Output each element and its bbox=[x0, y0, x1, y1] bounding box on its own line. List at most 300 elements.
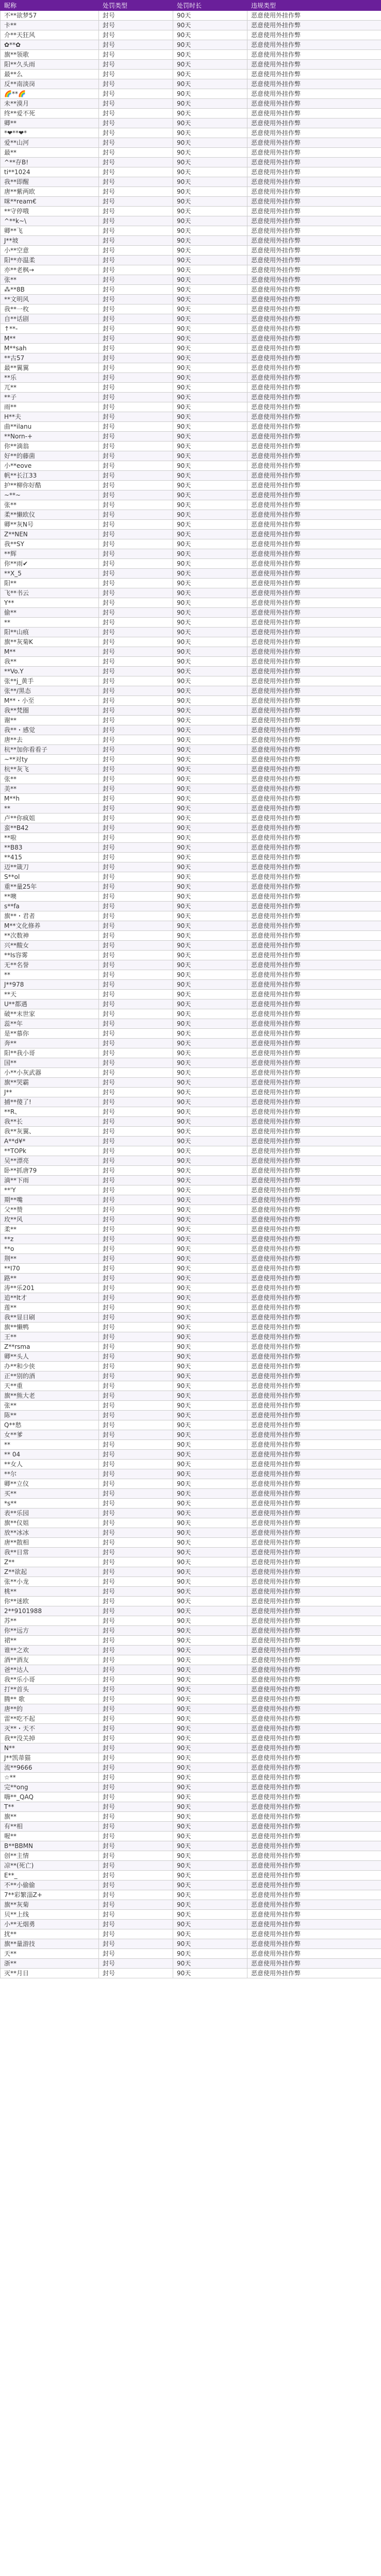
cell-penalty-duration: 90天 bbox=[173, 804, 247, 814]
cell-penalty-duration: 90天 bbox=[173, 461, 247, 471]
cell-penalty-duration: 90天 bbox=[173, 1832, 247, 1841]
table-row bbox=[1, 1890, 381, 1900]
cell-penalty-duration: 90天 bbox=[173, 1264, 247, 1274]
cell-penalty-duration: 90天 bbox=[173, 471, 247, 481]
cell-penalty-type: 封号 bbox=[99, 158, 173, 167]
cell-nickname: M** bbox=[1, 334, 99, 344]
cell-penalty-duration: 90天 bbox=[173, 1019, 247, 1029]
cell-penalty-duration: 90天 bbox=[173, 1949, 247, 1959]
cell-violation-type: 恶意使用外挂作弊 bbox=[247, 1450, 381, 1460]
table-row bbox=[1, 1048, 381, 1058]
cell-nickname: 裙** bbox=[1, 1636, 99, 1646]
cell-penalty-type: 封号 bbox=[99, 1528, 173, 1538]
cell-nickname: 旗**仪姐 bbox=[1, 1518, 99, 1528]
cell-penalty-type: 封号 bbox=[99, 608, 173, 618]
cell-nickname: 卿**飞 bbox=[1, 226, 99, 236]
cell-penalty-duration: 90天 bbox=[173, 1352, 247, 1362]
table-row bbox=[1, 393, 381, 402]
cell-penalty-type: 封号 bbox=[99, 1058, 173, 1068]
cell-penalty-type: 封号 bbox=[99, 520, 173, 530]
cell-nickname: A**d¥* bbox=[1, 1137, 99, 1146]
cell-violation-type: 恶意使用外挂作弊 bbox=[247, 1538, 381, 1548]
cell-nickname: 介**天狂风 bbox=[1, 30, 99, 40]
cell-penalty-duration: 90天 bbox=[173, 1694, 247, 1704]
cell-nickname: 旗**懒鸭 bbox=[1, 1323, 99, 1332]
cell-violation-type: 恶意使用外挂作弊 bbox=[247, 892, 381, 902]
cell-nickname: 🌈**🌈 bbox=[1, 89, 99, 99]
cell-penalty-type: 封号 bbox=[99, 1469, 173, 1479]
cell-nickname: 唐**散相 bbox=[1, 1538, 99, 1548]
cell-penalty-duration: 90天 bbox=[173, 1910, 247, 1920]
cell-penalty-duration: 90天 bbox=[173, 823, 247, 833]
cell-violation-type: 恶意使用外挂作弊 bbox=[247, 1822, 381, 1832]
table-row bbox=[1, 1606, 381, 1616]
cell-penalty-type: 封号 bbox=[99, 1920, 173, 1929]
table-row bbox=[1, 1557, 381, 1567]
cell-penalty-duration: 90天 bbox=[173, 579, 247, 588]
cell-violation-type: 恶意使用外挂作弊 bbox=[247, 1479, 381, 1489]
cell-nickname: 我** bbox=[1, 657, 99, 667]
cell-penalty-duration: 90天 bbox=[173, 70, 247, 79]
table-row bbox=[1, 579, 381, 588]
cell-violation-type: 恶意使用外挂作弊 bbox=[247, 1048, 381, 1058]
cell-penalty-type: 封号 bbox=[99, 1244, 173, 1254]
table-row bbox=[1, 774, 381, 784]
cell-penalty-type: 封号 bbox=[99, 1352, 173, 1362]
cell-nickname: 旗**量游技 bbox=[1, 1939, 99, 1949]
table-body bbox=[1, 11, 381, 1978]
cell-penalty-type: 封号 bbox=[99, 265, 173, 275]
cell-penalty-duration: 90天 bbox=[173, 11, 247, 21]
table-row bbox=[1, 618, 381, 628]
cell-penalty-duration: 90天 bbox=[173, 1929, 247, 1939]
cell-penalty-type: 封号 bbox=[99, 1861, 173, 1871]
cell-nickname: 7**彩繁淄Z+ bbox=[1, 1890, 99, 1900]
table-row bbox=[1, 1352, 381, 1362]
table-row bbox=[1, 334, 381, 344]
table-row bbox=[1, 177, 381, 187]
cell-violation-type: 恶意使用外挂作弊 bbox=[247, 960, 381, 970]
cell-penalty-type: 封号 bbox=[99, 1029, 173, 1039]
cell-nickname: H**夫 bbox=[1, 412, 99, 422]
table-row bbox=[1, 1880, 381, 1890]
table-row bbox=[1, 921, 381, 931]
table-row bbox=[1, 1910, 381, 1920]
table-row bbox=[1, 236, 381, 246]
cell-penalty-type: 封号 bbox=[99, 1019, 173, 1029]
cell-penalty-duration: 90天 bbox=[173, 1538, 247, 1548]
cell-violation-type: 恶意使用外挂作弊 bbox=[247, 882, 381, 892]
table-row bbox=[1, 1303, 381, 1313]
cell-nickname: 卿**头人 bbox=[1, 1352, 99, 1362]
cell-penalty-duration: 90天 bbox=[173, 647, 247, 657]
cell-penalty-duration: 90天 bbox=[173, 216, 247, 226]
cell-nickname: 蕊**年 bbox=[1, 1019, 99, 1029]
cell-nickname: 唐**紫两欧 bbox=[1, 187, 99, 197]
cell-violation-type: 恶意使用外挂作弊 bbox=[247, 1127, 381, 1137]
cell-penalty-duration: 90天 bbox=[173, 1107, 247, 1117]
cell-penalty-type: 封号 bbox=[99, 716, 173, 725]
cell-violation-type: 恶意使用外挂作弊 bbox=[247, 784, 381, 794]
table-row bbox=[1, 490, 381, 500]
cell-penalty-duration: 90天 bbox=[173, 569, 247, 579]
cell-violation-type: 恶意使用外挂作弊 bbox=[247, 383, 381, 393]
cell-penalty-type: 封号 bbox=[99, 941, 173, 951]
cell-nickname: **乐 bbox=[1, 373, 99, 383]
cell-violation-type: 恶意使用外挂作弊 bbox=[247, 1117, 381, 1127]
cell-penalty-duration: 90天 bbox=[173, 1156, 247, 1166]
cell-nickname: 护**柳你好酷 bbox=[1, 481, 99, 490]
cell-penalty-duration: 90天 bbox=[173, 588, 247, 598]
cell-penalty-type: 封号 bbox=[99, 1499, 173, 1509]
table-row bbox=[1, 951, 381, 960]
cell-penalty-type: 封号 bbox=[99, 1773, 173, 1783]
cell-penalty-duration: 90天 bbox=[173, 745, 247, 755]
cell-penalty-duration: 90天 bbox=[173, 1646, 247, 1655]
cell-nickname: 旗**灰菊 bbox=[1, 1900, 99, 1910]
cell-violation-type: 恶意使用外挂作弊 bbox=[247, 207, 381, 216]
cell-violation-type: 恶意使用外挂作弊 bbox=[247, 226, 381, 236]
table-row bbox=[1, 1019, 381, 1029]
cell-violation-type: 恶意使用外挂作弊 bbox=[247, 657, 381, 667]
cell-penalty-type: 封号 bbox=[99, 314, 173, 324]
table-row bbox=[1, 1381, 381, 1391]
cell-penalty-type: 封号 bbox=[99, 89, 173, 99]
cell-violation-type: 恶意使用外挂作弊 bbox=[247, 373, 381, 383]
cell-nickname: 阳** bbox=[1, 579, 99, 588]
cell-penalty-type: 封号 bbox=[99, 1303, 173, 1313]
cell-penalty-duration: 90天 bbox=[173, 1861, 247, 1871]
cell-violation-type: 恶意使用外挂作弊 bbox=[247, 980, 381, 990]
cell-violation-type: 恶意使用外挂作弊 bbox=[247, 40, 381, 50]
cell-penalty-duration: 90天 bbox=[173, 676, 247, 686]
cell-penalty-type: 封号 bbox=[99, 1391, 173, 1401]
cell-penalty-type: 封号 bbox=[99, 1420, 173, 1430]
table-row bbox=[1, 1685, 381, 1694]
cell-penalty-duration: 90天 bbox=[173, 1469, 247, 1479]
cell-nickname: 我**日常 bbox=[1, 1548, 99, 1557]
cell-nickname: 天**重 bbox=[1, 1381, 99, 1391]
cell-violation-type: 恶意使用外挂作弊 bbox=[247, 1939, 381, 1949]
cell-violation-type: 恶意使用外挂作弊 bbox=[247, 618, 381, 628]
table-row bbox=[1, 1871, 381, 1880]
cell-penalty-duration: 90天 bbox=[173, 99, 247, 109]
cell-penalty-type: 封号 bbox=[99, 1812, 173, 1822]
cell-penalty-duration: 90天 bbox=[173, 1009, 247, 1019]
cell-violation-type: 恶意使用外挂作弊 bbox=[247, 1029, 381, 1039]
table-row bbox=[1, 755, 381, 765]
cell-penalty-type: 封号 bbox=[99, 393, 173, 402]
cell-violation-type: 恶意使用外挂作弊 bbox=[247, 1107, 381, 1117]
table-row bbox=[1, 1724, 381, 1734]
table-row bbox=[1, 21, 381, 30]
cell-penalty-duration: 90天 bbox=[173, 1117, 247, 1127]
cell-penalty-duration: 90天 bbox=[173, 1939, 247, 1949]
cell-violation-type: 恶意使用外挂作弊 bbox=[247, 1910, 381, 1920]
cell-penalty-duration: 90天 bbox=[173, 990, 247, 999]
table-row bbox=[1, 304, 381, 314]
cell-violation-type: 恶意使用外挂作弊 bbox=[247, 1949, 381, 1959]
cell-violation-type: 恶意使用外挂作弊 bbox=[247, 931, 381, 941]
cell-penalty-type: 封号 bbox=[99, 1949, 173, 1959]
cell-violation-type: 恶意使用外挂作弊 bbox=[247, 1342, 381, 1352]
cell-penalty-type: 封号 bbox=[99, 422, 173, 432]
cell-penalty-duration: 90天 bbox=[173, 921, 247, 931]
cell-penalty-type: 封号 bbox=[99, 1822, 173, 1832]
cell-nickname: 你**雨✔ bbox=[1, 559, 99, 569]
cell-violation-type: 恶意使用外挂作弊 bbox=[247, 1166, 381, 1176]
cell-violation-type: 恶意使用外挂作弊 bbox=[247, 1685, 381, 1694]
cell-violation-type: 恶意使用外挂作弊 bbox=[247, 1920, 381, 1929]
cell-nickname: J**978 bbox=[1, 980, 99, 990]
cell-penalty-type: 封号 bbox=[99, 21, 173, 30]
cell-nickname: M**sah bbox=[1, 344, 99, 353]
cell-violation-type: 恶意使用外挂作弊 bbox=[247, 579, 381, 588]
cell-nickname: 我**没关掉 bbox=[1, 1734, 99, 1743]
cell-nickname: 张**j_黄手 bbox=[1, 676, 99, 686]
cell-penalty-duration: 90天 bbox=[173, 1460, 247, 1469]
cell-violation-type: 恶意使用外挂作弊 bbox=[247, 1832, 381, 1841]
cell-nickname: 亦**老枫→ bbox=[1, 265, 99, 275]
table-row bbox=[1, 1244, 381, 1254]
cell-violation-type: 恶意使用外挂作弊 bbox=[247, 598, 381, 608]
cell-nickname: 雨** bbox=[1, 402, 99, 412]
cell-penalty-type: 封号 bbox=[99, 667, 173, 676]
cell-violation-type: 恶意使用外挂作弊 bbox=[247, 823, 381, 833]
cell-penalty-type: 封号 bbox=[99, 970, 173, 980]
cell-penalty-duration: 90天 bbox=[173, 236, 247, 246]
cell-penalty-duration: 90天 bbox=[173, 1704, 247, 1714]
table-row bbox=[1, 363, 381, 373]
table-row bbox=[1, 765, 381, 774]
table-row bbox=[1, 569, 381, 579]
cell-penalty-duration: 90天 bbox=[173, 765, 247, 774]
cell-penalty-duration: 90天 bbox=[173, 1215, 247, 1225]
cell-nickname: 扰** bbox=[1, 1929, 99, 1939]
cell-penalty-type: 封号 bbox=[99, 79, 173, 89]
cell-penalty-type: 封号 bbox=[99, 1792, 173, 1802]
cell-nickname: M**・小至 bbox=[1, 696, 99, 706]
cell-violation-type: 恶意使用外挂作弊 bbox=[247, 549, 381, 559]
cell-penalty-type: 封号 bbox=[99, 207, 173, 216]
table-row bbox=[1, 187, 381, 197]
cell-penalty-duration: 90天 bbox=[173, 843, 247, 853]
cell-penalty-type: 封号 bbox=[99, 1665, 173, 1675]
cell-nickname: 腾** 歌 bbox=[1, 1694, 99, 1704]
cell-nickname: Q**愁 bbox=[1, 1420, 99, 1430]
cell-penalty-type: 封号 bbox=[99, 1851, 173, 1861]
cell-penalty-duration: 90天 bbox=[173, 422, 247, 432]
cell-violation-type: 恶意使用外挂作弊 bbox=[247, 324, 381, 334]
cell-nickname: 张**/黑态 bbox=[1, 686, 99, 696]
cell-nickname: 爱**山河 bbox=[1, 138, 99, 148]
cell-penalty-duration: 90天 bbox=[173, 1880, 247, 1890]
cell-penalty-type: 封号 bbox=[99, 1107, 173, 1117]
cell-penalty-type: 封号 bbox=[99, 1176, 173, 1185]
cell-violation-type: 恶意使用外挂作弊 bbox=[247, 1646, 381, 1655]
cell-violation-type: 恶意使用外挂作弊 bbox=[247, 1577, 381, 1587]
cell-penalty-type: 封号 bbox=[99, 1323, 173, 1332]
table-row bbox=[1, 1156, 381, 1166]
cell-penalty-duration: 90天 bbox=[173, 334, 247, 344]
cell-nickname: J**坡 bbox=[1, 236, 99, 246]
table-row bbox=[1, 1548, 381, 1557]
table-row bbox=[1, 148, 381, 158]
cell-penalty-type: 封号 bbox=[99, 1342, 173, 1352]
cell-nickname: Z** bbox=[1, 1557, 99, 1567]
cell-violation-type: 恶意使用外挂作弊 bbox=[247, 1499, 381, 1509]
cell-penalty-type: 封号 bbox=[99, 1117, 173, 1127]
table-row bbox=[1, 794, 381, 804]
cell-nickname: ✿**✿ bbox=[1, 40, 99, 50]
cell-penalty-duration: 90天 bbox=[173, 696, 247, 706]
cell-penalty-duration: 90天 bbox=[173, 1332, 247, 1342]
cell-penalty-duration: 90天 bbox=[173, 1714, 247, 1724]
cell-violation-type: 恶意使用外挂作弊 bbox=[247, 745, 381, 755]
cell-violation-type: 恶意使用外挂作弊 bbox=[247, 402, 381, 412]
table-row bbox=[1, 402, 381, 412]
table-row bbox=[1, 1039, 381, 1048]
cell-violation-type: 恶意使用外挂作弊 bbox=[247, 1146, 381, 1156]
cell-violation-type: 恶意使用外挂作弊 bbox=[247, 1802, 381, 1812]
cell-violation-type: 恶意使用外挂作弊 bbox=[247, 970, 381, 980]
cell-penalty-type: 封号 bbox=[99, 1146, 173, 1156]
cell-penalty-type: 封号 bbox=[99, 1969, 173, 1978]
cell-nickname: 飞**书云 bbox=[1, 588, 99, 598]
cell-penalty-type: 封号 bbox=[99, 1009, 173, 1019]
cell-nickname: 卿**立仪 bbox=[1, 1479, 99, 1489]
table-row bbox=[1, 1411, 381, 1420]
cell-penalty-type: 封号 bbox=[99, 1381, 173, 1391]
cell-penalty-type: 封号 bbox=[99, 882, 173, 892]
cell-violation-type: 恶意使用外挂作弊 bbox=[247, 1019, 381, 1029]
cell-penalty-duration: 90天 bbox=[173, 1097, 247, 1107]
cell-penalty-duration: 90天 bbox=[173, 1371, 247, 1381]
cell-violation-type: 恶意使用外挂作弊 bbox=[247, 412, 381, 422]
table-row bbox=[1, 167, 381, 177]
cell-penalty-type: 封号 bbox=[99, 481, 173, 490]
cell-nickname: 是**慕你 bbox=[1, 1029, 99, 1039]
cell-penalty-type: 封号 bbox=[99, 1567, 173, 1577]
cell-penalty-duration: 90天 bbox=[173, 1176, 247, 1185]
table-row bbox=[1, 628, 381, 637]
cell-penalty-type: 封号 bbox=[99, 40, 173, 50]
cell-violation-type: 恶意使用外挂作弊 bbox=[247, 794, 381, 804]
table-row bbox=[1, 882, 381, 892]
cell-penalty-type: 封号 bbox=[99, 951, 173, 960]
cell-violation-type: 恶意使用外挂作弊 bbox=[247, 1225, 381, 1234]
cell-penalty-duration: 90天 bbox=[173, 1088, 247, 1097]
table-row bbox=[1, 530, 381, 539]
cell-penalty-type: 封号 bbox=[99, 1283, 173, 1293]
cell-penalty-duration: 90天 bbox=[173, 1734, 247, 1743]
table-row bbox=[1, 1518, 381, 1528]
cell-nickname: 期**嘴 bbox=[1, 1195, 99, 1205]
cell-penalty-type: 封号 bbox=[99, 1616, 173, 1626]
cell-penalty-duration: 90天 bbox=[173, 40, 247, 50]
cell-penalty-type: 封号 bbox=[99, 1362, 173, 1371]
cell-violation-type: 恶意使用外挂作弊 bbox=[247, 256, 381, 265]
table-row bbox=[1, 1088, 381, 1097]
cell-violation-type: 恶意使用外挂作弊 bbox=[247, 1460, 381, 1469]
cell-nickname: 旗**哭霸 bbox=[1, 1078, 99, 1088]
cell-violation-type: 恶意使用外挂作弊 bbox=[247, 911, 381, 921]
cell-penalty-duration: 90天 bbox=[173, 667, 247, 676]
table-row bbox=[1, 1949, 381, 1959]
table-row bbox=[1, 314, 381, 324]
cell-penalty-duration: 90天 bbox=[173, 735, 247, 745]
cell-violation-type: 恶意使用外挂作弊 bbox=[247, 138, 381, 148]
table-row bbox=[1, 1460, 381, 1469]
cell-nickname: M**h bbox=[1, 794, 99, 804]
cell-nickname: 奔** bbox=[1, 1039, 99, 1048]
table-row bbox=[1, 814, 381, 823]
table-row bbox=[1, 980, 381, 990]
cell-penalty-type: 封号 bbox=[99, 1460, 173, 1469]
cell-penalty-type: 封号 bbox=[99, 569, 173, 579]
table-row bbox=[1, 1577, 381, 1587]
cell-nickname: Z**rsma bbox=[1, 1342, 99, 1352]
cell-penalty-type: 封号 bbox=[99, 11, 173, 21]
cell-penalty-type: 封号 bbox=[99, 588, 173, 598]
cell-violation-type: 恶意使用外挂作弊 bbox=[247, 216, 381, 226]
cell-penalty-duration: 90天 bbox=[173, 1205, 247, 1215]
cell-penalty-duration: 90天 bbox=[173, 999, 247, 1009]
table-row bbox=[1, 999, 381, 1009]
cell-penalty-duration: 90天 bbox=[173, 1606, 247, 1616]
table-row bbox=[1, 1792, 381, 1802]
cell-nickname: 喔** bbox=[1, 1832, 99, 1841]
cell-penalty-duration: 90天 bbox=[173, 774, 247, 784]
table-row bbox=[1, 1900, 381, 1910]
cell-penalty-duration: 90天 bbox=[173, 256, 247, 265]
cell-violation-type: 恶意使用外挂作弊 bbox=[247, 334, 381, 344]
cell-violation-type: 恶意使用外挂作弊 bbox=[247, 1753, 381, 1763]
cell-violation-type: 恶意使用外挂作弊 bbox=[247, 608, 381, 618]
cell-nickname: **Norn-+ bbox=[1, 432, 99, 442]
cell-violation-type: 恶意使用外挂作弊 bbox=[247, 1763, 381, 1773]
table-row bbox=[1, 1450, 381, 1460]
cell-penalty-duration: 90天 bbox=[173, 1401, 247, 1411]
cell-nickname: s**fa bbox=[1, 902, 99, 911]
cell-violation-type: 恶意使用外挂作弊 bbox=[247, 1636, 381, 1646]
table-row bbox=[1, 1371, 381, 1381]
cell-penalty-duration: 90天 bbox=[173, 304, 247, 314]
cell-penalty-type: 封号 bbox=[99, 1606, 173, 1616]
cell-nickname: **守停哦 bbox=[1, 207, 99, 216]
cell-violation-type: 恶意使用外挂作弊 bbox=[247, 1969, 381, 1978]
cell-penalty-duration: 90天 bbox=[173, 618, 247, 628]
cell-penalty-type: 封号 bbox=[99, 334, 173, 344]
cell-penalty-duration: 90天 bbox=[173, 1440, 247, 1450]
cell-violation-type: 恶意使用外挂作弊 bbox=[247, 1283, 381, 1293]
cell-nickname: 我**乐小哥 bbox=[1, 1675, 99, 1685]
table-row bbox=[1, 1332, 381, 1342]
table-row bbox=[1, 1479, 381, 1489]
cell-nickname: *❤**❤* bbox=[1, 128, 99, 138]
cell-penalty-type: 封号 bbox=[99, 432, 173, 442]
table-row bbox=[1, 1509, 381, 1518]
table-row bbox=[1, 60, 381, 70]
table-row bbox=[1, 892, 381, 902]
table-row bbox=[1, 872, 381, 882]
cell-penalty-duration: 90天 bbox=[173, 1274, 247, 1283]
cell-nickname: 灭**月日 bbox=[1, 1969, 99, 1978]
cell-nickname: 卧**抓唐79 bbox=[1, 1166, 99, 1176]
cell-penalty-type: 封号 bbox=[99, 559, 173, 569]
table-row bbox=[1, 207, 381, 216]
cell-penalty-type: 封号 bbox=[99, 510, 173, 520]
